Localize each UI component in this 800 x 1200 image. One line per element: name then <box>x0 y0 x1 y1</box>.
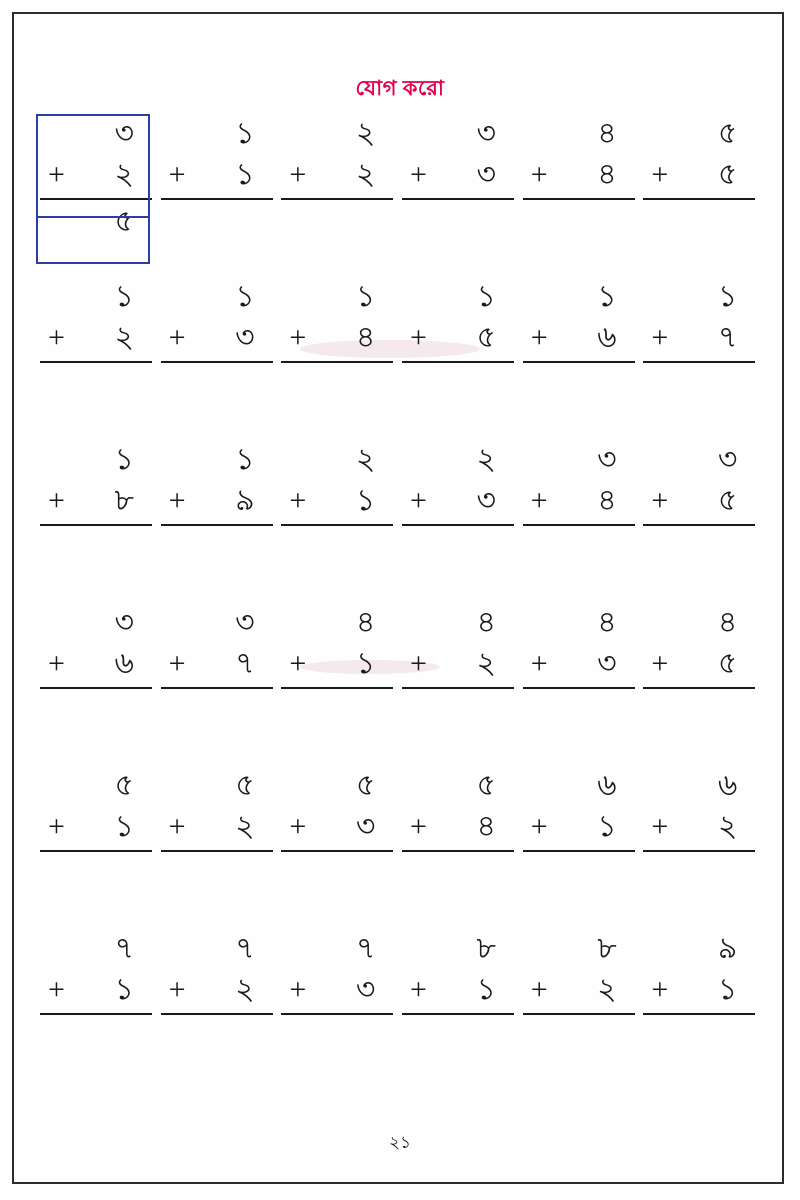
problem-row <box>40 601 764 764</box>
addend-bottom-line <box>643 317 755 359</box>
problem-cell[interactable] <box>523 764 643 927</box>
addend-bottom: ৭ <box>717 321 738 354</box>
answer-slot[interactable] <box>523 852 635 896</box>
plus-sign: + <box>168 158 186 191</box>
plus-sign: + <box>530 484 548 517</box>
addend-bottom-line <box>402 969 514 1011</box>
addend-top: ৫ <box>114 769 134 802</box>
addend-bottom-line <box>40 480 152 522</box>
answer-slot[interactable] <box>643 852 755 896</box>
problem-cell[interactable] <box>40 601 160 764</box>
problem-cell[interactable] <box>402 601 522 764</box>
addend-bottom-line <box>281 643 393 685</box>
answer-slot[interactable] <box>281 1015 393 1059</box>
addend-bottom: ১ <box>476 973 497 1006</box>
problem-cell[interactable] <box>523 438 643 601</box>
problem-cell[interactable] <box>523 927 643 1090</box>
answer-slot[interactable] <box>402 689 514 733</box>
addend-bottom: ৪ <box>597 484 617 517</box>
addend-bottom: ২ <box>235 810 255 843</box>
addend-bottom: ৯ <box>235 484 255 517</box>
addend-bottom-line <box>402 806 514 848</box>
addend-top: ৪ <box>355 606 376 639</box>
answer-slot[interactable] <box>402 200 514 244</box>
problem-cell[interactable] <box>402 438 522 601</box>
addend-bottom: ১ <box>597 810 617 843</box>
addend-bottom: ৩ <box>476 158 497 191</box>
addend-bottom-line <box>402 154 514 196</box>
addend-top: ১ <box>597 280 617 313</box>
addend-top: ২ <box>476 443 497 476</box>
plus-sign: + <box>410 158 427 191</box>
problem-cell[interactable] <box>523 112 643 275</box>
answer-slot[interactable] <box>643 363 755 407</box>
problem-cell[interactable] <box>643 112 763 275</box>
plus-sign: + <box>289 484 307 517</box>
problem-row <box>40 438 764 601</box>
addend-bottom: ২ <box>717 810 738 843</box>
addend-bottom: ২ <box>235 973 255 1006</box>
addend-bottom-line <box>523 643 635 685</box>
addend-bottom-line <box>402 317 514 359</box>
addend-bottom: ১ <box>114 973 134 1006</box>
addend-top: ৪ <box>476 606 497 639</box>
answer-slot[interactable] <box>161 363 273 407</box>
addend-bottom: ১ <box>114 810 134 843</box>
problem-row <box>40 764 764 927</box>
addend-bottom: ৩ <box>476 484 497 517</box>
problem-cell[interactable] <box>643 438 763 601</box>
addend-bottom-line <box>643 480 755 522</box>
problem-cell[interactable] <box>643 601 763 764</box>
plus-sign: + <box>410 973 427 1006</box>
answer-slot[interactable] <box>402 1015 514 1059</box>
addend-bottom: ২ <box>114 158 134 191</box>
addend-bottom-line <box>523 317 635 359</box>
problem-cell[interactable] <box>161 764 281 927</box>
answer-slot[interactable] <box>281 363 393 407</box>
answer-slot[interactable]: ৫ <box>114 205 134 238</box>
addend-bottom-line <box>161 154 273 196</box>
answer-slot[interactable] <box>161 689 273 733</box>
addend-bottom-line <box>161 317 273 359</box>
addend-bottom: ৩ <box>355 973 376 1006</box>
plus-sign: + <box>651 973 669 1006</box>
addend-top: ৬ <box>597 769 617 802</box>
addend-bottom: ২ <box>597 973 617 1006</box>
problem-cell[interactable] <box>643 275 763 438</box>
addend-bottom-line <box>523 969 635 1011</box>
addend-bottom: ১ <box>717 973 738 1006</box>
addend-top: ৩ <box>114 606 134 639</box>
problem-cell[interactable] <box>402 764 522 927</box>
addend-bottom: ৫ <box>717 647 738 680</box>
addend-bottom: ৪ <box>355 321 376 354</box>
plus-sign: + <box>168 810 186 843</box>
plus-sign: + <box>651 321 669 354</box>
addend-bottom-line <box>40 317 152 359</box>
plus-sign: + <box>651 484 669 517</box>
answer-slot[interactable] <box>281 852 393 896</box>
plus-sign: + <box>168 647 186 680</box>
answer-slot[interactable] <box>523 363 635 407</box>
addend-bottom: ৩ <box>235 321 255 354</box>
addend-bottom-line <box>161 806 273 848</box>
plus-sign: + <box>530 321 548 354</box>
plus-sign: + <box>651 158 669 191</box>
plus-sign: + <box>48 810 65 843</box>
problem-cell[interactable] <box>40 927 160 1090</box>
problem-cell[interactable] <box>523 601 643 764</box>
addend-bottom-line <box>402 643 514 685</box>
problem-cell[interactable] <box>40 764 160 927</box>
addend-bottom-line <box>643 154 755 196</box>
addend-top: ১ <box>476 280 497 313</box>
answer-slot[interactable] <box>40 363 152 407</box>
addend-top: ১ <box>114 443 134 476</box>
answer-slot[interactable] <box>402 852 514 896</box>
plus-sign: + <box>48 158 65 191</box>
addend-top: ৭ <box>355 932 376 965</box>
addend-top: ৩ <box>235 606 255 639</box>
addend-bottom: ৩ <box>355 810 376 843</box>
addend-top: ১ <box>235 280 255 313</box>
addend-top: ১ <box>235 443 255 476</box>
addend-bottom-line <box>281 317 393 359</box>
addend-top: ৫ <box>235 769 255 802</box>
plus-sign: + <box>289 810 307 843</box>
problem-cell[interactable] <box>523 275 643 438</box>
plus-sign: + <box>530 158 548 191</box>
addend-top: ২ <box>355 117 376 150</box>
plus-sign: + <box>48 321 65 354</box>
plus-sign: + <box>289 158 307 191</box>
addend-top: ৫ <box>355 769 376 802</box>
addend-bottom-line <box>40 154 152 196</box>
addend-top: ১ <box>114 280 134 313</box>
answer-slot[interactable] <box>40 689 152 733</box>
problem-cell[interactable] <box>643 927 763 1090</box>
plus-sign: + <box>410 321 427 354</box>
plus-sign: + <box>410 647 427 680</box>
problem-cell[interactable] <box>402 927 522 1090</box>
addend-bottom-line <box>40 969 152 1011</box>
answer-slot[interactable] <box>523 200 635 244</box>
problem-cell[interactable] <box>281 275 401 438</box>
answer-slot[interactable] <box>643 689 755 733</box>
problem-cell[interactable] <box>643 764 763 927</box>
page-number: ২১ <box>388 1133 412 1152</box>
problem-cell[interactable] <box>402 112 522 275</box>
addend-top: ৪ <box>597 606 617 639</box>
addend-bottom-line <box>643 969 755 1011</box>
addend-bottom: ৫ <box>717 484 738 517</box>
addend-bottom-line <box>281 154 393 196</box>
problem-cell[interactable] <box>161 927 281 1090</box>
plus-sign: + <box>289 321 307 354</box>
plus-sign: + <box>530 647 548 680</box>
problem-cell[interactable] <box>281 438 401 601</box>
answer-slot[interactable] <box>402 526 514 570</box>
problem-cell[interactable] <box>40 112 160 275</box>
addend-bottom-line <box>40 643 152 685</box>
answer-slot[interactable] <box>523 689 635 733</box>
problem-cell[interactable] <box>281 764 401 927</box>
plus-sign: + <box>651 647 669 680</box>
addend-bottom: ৫ <box>717 158 738 191</box>
plus-sign: + <box>48 484 65 517</box>
addend-bottom: ৪ <box>476 810 497 843</box>
problem-cell[interactable] <box>402 275 522 438</box>
problem-row <box>40 112 764 275</box>
example-highlight-divider <box>36 216 150 218</box>
addend-top: ৪ <box>717 606 738 639</box>
addend-top: ৮ <box>476 932 497 965</box>
addend-bottom-line <box>161 480 273 522</box>
addend-bottom: ১ <box>355 647 376 680</box>
plus-sign: + <box>530 973 548 1006</box>
plus-sign: + <box>651 810 669 843</box>
problem-cell[interactable] <box>161 438 281 601</box>
addend-bottom-line <box>643 806 755 848</box>
addend-top: ৩ <box>114 117 134 150</box>
answer-slot[interactable] <box>40 526 152 570</box>
plus-sign: + <box>530 810 548 843</box>
addend-bottom: ৪ <box>597 158 617 191</box>
addend-top: ৫ <box>476 769 497 802</box>
addend-top: ৭ <box>114 932 134 965</box>
addend-bottom: ৬ <box>114 647 134 680</box>
answer-slot[interactable] <box>161 852 273 896</box>
problem-cell[interactable] <box>40 275 160 438</box>
plus-sign: + <box>289 647 307 680</box>
answer-slot[interactable] <box>161 526 273 570</box>
problem-cell[interactable] <box>281 601 401 764</box>
page-title: যোগ করো <box>355 76 445 100</box>
addend-bottom-line <box>281 480 393 522</box>
addend-bottom: ৫ <box>476 321 497 354</box>
addend-bottom-line <box>523 154 635 196</box>
addend-bottom: ২ <box>355 158 376 191</box>
addend-top: ৯ <box>717 932 738 965</box>
answer-slot[interactable] <box>402 363 514 407</box>
answer-slot[interactable] <box>161 1015 273 1059</box>
addend-top: ৩ <box>476 117 497 150</box>
addend-bottom: ২ <box>114 321 134 354</box>
addend-top: ৩ <box>597 443 617 476</box>
plus-sign: + <box>48 647 65 680</box>
answer-slot[interactable] <box>643 1015 755 1059</box>
answer-slot[interactable] <box>643 200 755 244</box>
addend-bottom-line <box>281 806 393 848</box>
addend-top: ১ <box>355 280 376 313</box>
answer-slot[interactable] <box>281 526 393 570</box>
addend-bottom: ৩ <box>597 647 617 680</box>
addend-bottom: ২ <box>476 647 497 680</box>
problem-cell[interactable] <box>161 601 281 764</box>
problem-row <box>40 275 764 438</box>
plus-sign: + <box>410 810 427 843</box>
problem-grid <box>40 112 764 1090</box>
answer-slot[interactable] <box>161 200 273 244</box>
answer-slot[interactable] <box>523 1015 635 1059</box>
addend-top: ৭ <box>235 932 255 965</box>
answer-slot[interactable] <box>40 1015 152 1059</box>
addend-bottom-line <box>281 969 393 1011</box>
addend-bottom: ৭ <box>235 647 255 680</box>
problem-cell[interactable] <box>161 112 281 275</box>
addend-top: ১ <box>717 280 738 313</box>
addend-top: ৪ <box>597 117 617 150</box>
plus-sign: + <box>410 484 427 517</box>
addend-top: ৬ <box>717 769 738 802</box>
addend-top: ৮ <box>597 932 617 965</box>
plus-sign: + <box>168 484 186 517</box>
answer-slot[interactable] <box>523 526 635 570</box>
addend-top: ১ <box>235 117 255 150</box>
addend-bottom-line <box>523 480 635 522</box>
answer-slot[interactable] <box>40 852 152 896</box>
addend-top: ৫ <box>717 117 738 150</box>
problem-cell[interactable] <box>161 275 281 438</box>
addend-bottom-line <box>161 643 273 685</box>
plus-sign: + <box>48 973 65 1006</box>
addend-bottom: ৮ <box>114 484 134 517</box>
addend-bottom-line <box>523 806 635 848</box>
problem-cell[interactable] <box>281 112 401 275</box>
addend-bottom: ১ <box>355 484 376 517</box>
addend-bottom: ৬ <box>597 321 617 354</box>
problem-row <box>40 927 764 1090</box>
plus-sign: + <box>289 973 307 1006</box>
plus-sign: + <box>168 321 186 354</box>
plus-sign: + <box>168 973 186 1006</box>
answer-slot[interactable] <box>281 689 393 733</box>
answer-slot[interactable] <box>281 200 393 244</box>
addend-bottom: ১ <box>235 158 255 191</box>
addend-top: ৩ <box>717 443 738 476</box>
addend-bottom-line <box>643 643 755 685</box>
addend-bottom-line <box>40 806 152 848</box>
problem-cell[interactable] <box>40 438 160 601</box>
addend-top: ২ <box>355 443 376 476</box>
addend-bottom-line <box>402 480 514 522</box>
problem-cell[interactable] <box>281 927 401 1090</box>
addend-bottom-line <box>161 969 273 1011</box>
answer-slot[interactable] <box>643 526 755 570</box>
